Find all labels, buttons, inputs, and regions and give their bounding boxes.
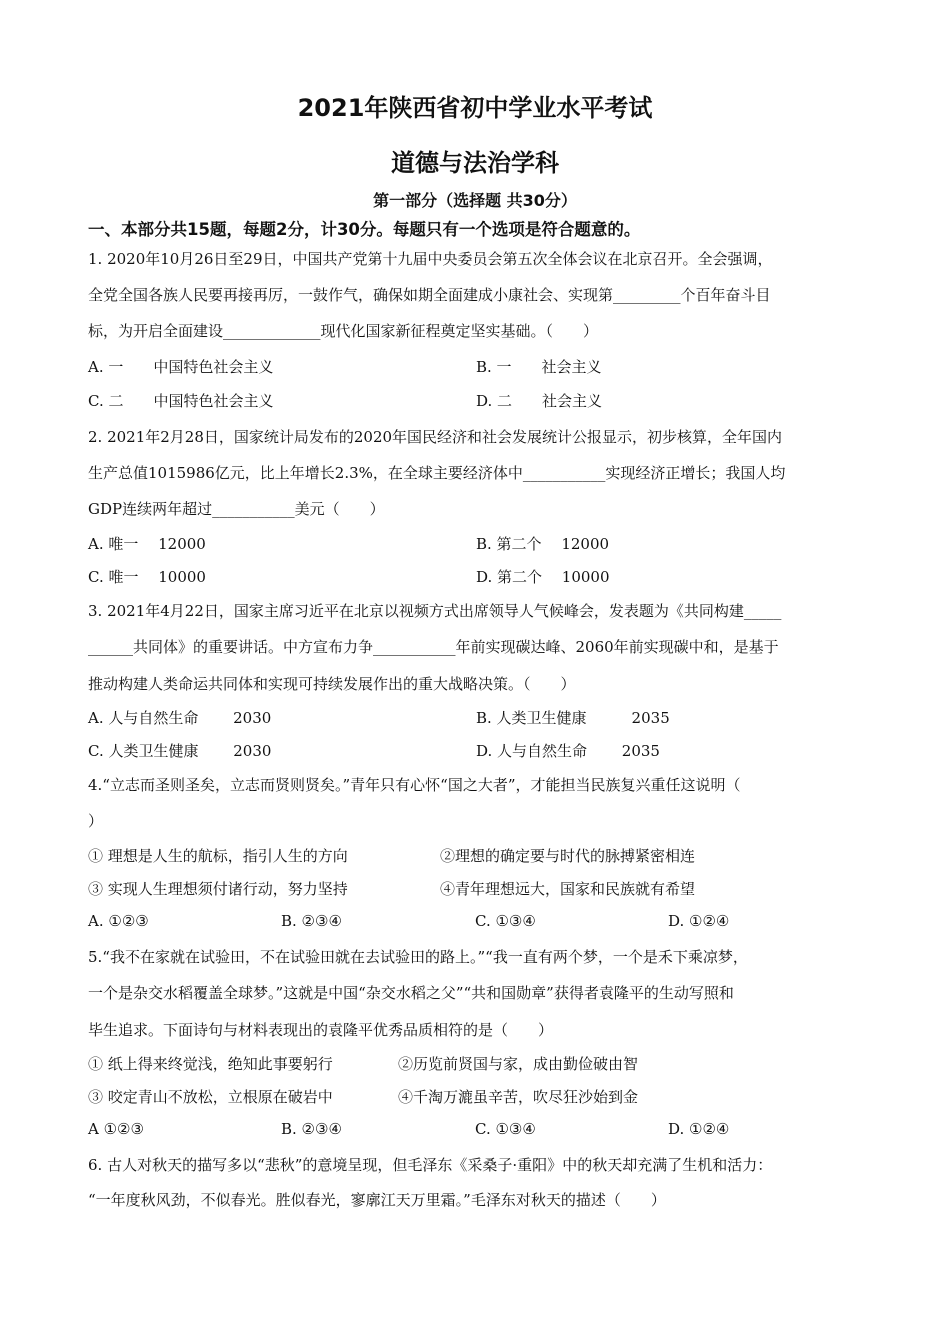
q4-statement-3: ③ 实现人生理想须付诸行动，努力坚持	[88, 880, 348, 898]
q2-option-b: B. 第二个 12000	[476, 535, 610, 553]
q2-line-2: 生产总值1015986亿元，比上年增长2.3%，在全球主要经济体中___________实现经济正增长；我国人均	[88, 464, 786, 482]
q3-line-3: 推动构建人类命运共同体和实现可持续发展作出的重大战略决策。（ ）	[88, 675, 576, 693]
q4-line-1: 4.“立志而圣则圣矣，立志而贤则贤矣。”青年只有心怀“国之大者”，才能担当民族复兴重任这说明（	[88, 776, 741, 794]
q3-option-b: B. 人类卫生健康 2035	[476, 709, 670, 727]
q4-statement-2: ②理想的确定要与时代的脉搏紧密相连	[440, 847, 696, 865]
q3-option-c: C. 人类卫生健康 2030	[88, 742, 272, 760]
q4-line-2: ）	[88, 812, 104, 830]
q1-option-d: D. 二 社会主义	[476, 392, 603, 410]
exam-title: 2021年陕西省初中学业水平考试	[297, 94, 653, 122]
q2-line-1: 2. 2021年2月28日，国家统计局发布的2020年国民经济和社会发展统计公报显示，初步核算，全年国内	[88, 428, 783, 446]
q4-option-a: A. ①②③	[88, 912, 149, 930]
q3-option-d: D. 人与自然生命 2035	[476, 742, 660, 760]
q3-line-2: ______共同体》的重要讲话。中方宣布力争___________年前实现碳达峰、2060年前实现碳中和，是基于	[88, 638, 779, 656]
q6-line-2: “一年度秋风劲，不似春光。胜似春光，寥廓江天万里霜。”毛泽东对秋天的描述（ ）	[88, 1191, 666, 1209]
q5-option-a: A ①②③	[88, 1120, 144, 1138]
q2-option-d: D. 第二个 10000	[476, 568, 610, 586]
q4-option-c: C. ①③④	[475, 912, 536, 930]
q3-line-1: 3. 2021年4月22日，国家主席习近平在北京以视频方式出席领导人气候峰会，发表题为《共同构建_____	[88, 602, 782, 620]
q4-statement-1: ① 理想是人生的航标，指引人生的方向	[88, 847, 348, 865]
q1-option-b: B. 一 社会主义	[476, 358, 602, 376]
q5-option-d: D. ①②④	[668, 1120, 730, 1138]
subject-title: 道德与法治学科	[391, 149, 559, 177]
q1-option-c: C. 二 中国特色社会主义	[88, 392, 274, 410]
q1-line-2: 全党全国各族人民要再接再厉，一鼓作气，确保如期全面建成小康社会、实现第_________个百年奋斗目	[88, 286, 771, 304]
section-instructions: 一、本部分共15题，每题2分，计30分。每题只有一个选项是符合题意的。	[88, 220, 641, 239]
q2-option-c: C. 唯一 10000	[88, 568, 206, 586]
q5-statement-1: ① 纸上得来终觉浅，绝知此事要躬行	[88, 1055, 333, 1073]
q1-line-1: 1. 2020年10月26日至29日，中国共产党第十九届中央委员会第五次全体会议在北京召开。全会强调，	[88, 250, 773, 268]
q5-option-c: C. ①③④	[475, 1120, 536, 1138]
q3-option-a: A. 人与自然生命 2030	[88, 709, 272, 727]
q5-line-3: 毕生追求。下面诗句与材料表现出的袁隆平优秀品质相符的是（ ）	[88, 1021, 554, 1039]
q5-line-2: 一个是杂交水稻覆盖全球梦。”这就是中国“杂交水稻之父”“共和国勋章”获得者袁隆平的生动写照和	[88, 984, 734, 1002]
q5-line-1: 5.“我不在家就在试验田，不在试验田就在去试验田的路上。”“我一直有两个梦，一个是禾下乘凉梦，	[88, 948, 748, 966]
q4-option-b: B. ②③④	[281, 912, 342, 930]
q5-option-b: B. ②③④	[281, 1120, 342, 1138]
q4-option-d: D. ①②④	[668, 912, 730, 930]
q4-statement-4: ④青年理想远大，国家和民族就有希望	[440, 880, 696, 898]
q5-statement-2: ②历览前贤国与家，成由勤俭破由智	[398, 1055, 639, 1073]
q5-statement-4: ④千淘万漉虽辛苦，吹尽狂沙始到金	[398, 1088, 639, 1106]
q2-option-a: A. 唯一 12000	[88, 535, 206, 553]
q6-line-1: 6. 古人对秋天的描写多以“悲秋”的意境呈现，但毛泽东《采桑子·重阳》中的秋天却充满了生机和活力：	[88, 1156, 773, 1174]
q1-option-a: A. 一 中国特色社会主义	[88, 358, 274, 376]
q2-line-3: GDP连续两年超过___________美元（ ）	[88, 500, 385, 518]
q5-statement-3: ③ 咬定青山不放松，立根原在破岩中	[88, 1088, 333, 1106]
q1-line-3: 标，为开启全面建设_____________现代化国家新征程奠定坚实基础。（ ）	[88, 322, 599, 340]
part-heading: 第一部分（选择题 共30分）	[373, 191, 577, 210]
